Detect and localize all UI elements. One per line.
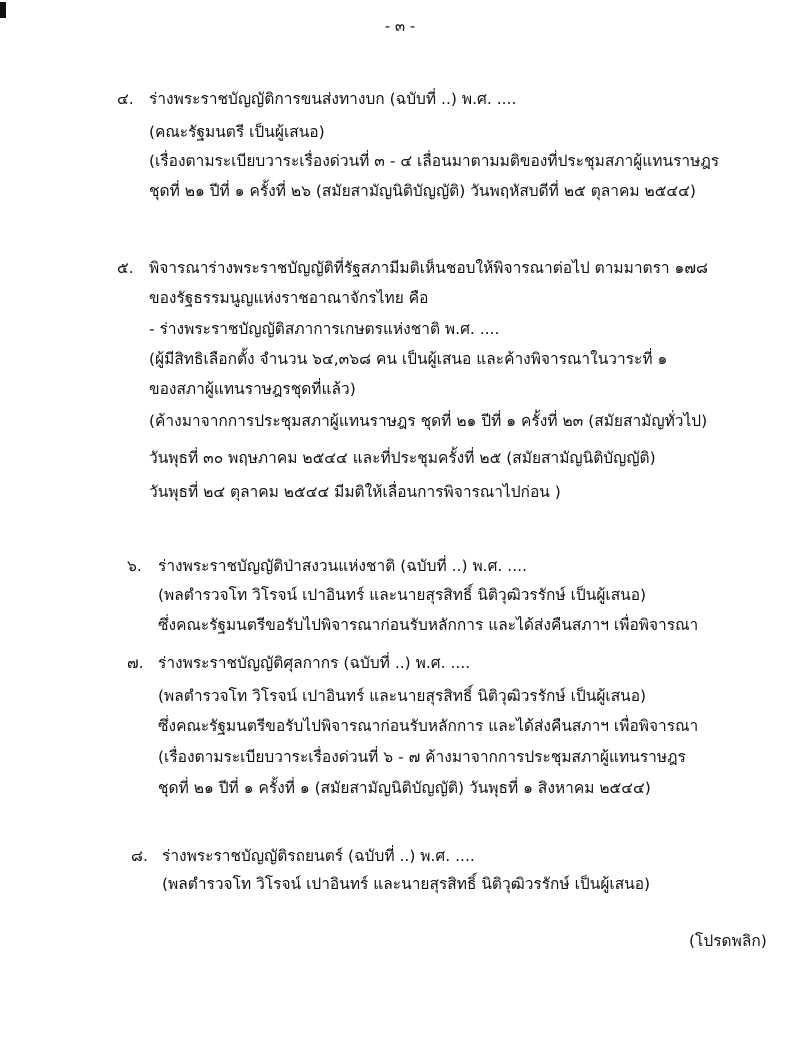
item-line: วันพุธที่ ๒๔ ตุลาคม ๒๕๔๔ มีมติให้เลื่อนการพิจารณาไปก่อน ) (149, 483, 561, 501)
item-line: - ร่างพระราชบัญญัติสภาการเกษตรแห่งชาติ พ.ศ. .... (149, 320, 500, 338)
item-line: ร่างพระราชบัญญัติรถยนตร์ (ฉบับที่ ..) พ.ศ. .... (162, 847, 475, 865)
item-line: (พลตำรวจโท วิโรจน์ เปาอินทร์ และนายสุรสิทธิ์ นิติวุฒิวรรักษ์ เป็นผู้เสนอ) (162, 875, 651, 893)
item-line: ชุดที่ ๒๑ ปีที่ ๑ ครั้งที่ ๑ (สมัยสามัญนิติบัญญัติ) วันพุธที่ ๑ สิงหาคม ๒๕๔๔) (158, 779, 651, 797)
item-line: ร่างพระราชบัญญัติการขนส่งทางบก (ฉบับที่ ..) พ.ศ. .... (149, 90, 517, 108)
please-turn-over-note: (โปรดพลิก) (689, 932, 767, 950)
item-line: ชุดที่ ๒๑ ปีที่ ๑ ครั้งที่ ๒๖ (สมัยสามัญนิติบัญญัติ) วันพฤหัสบดีที่ ๒๕ ตุลาคม ๒๕๔๔) (149, 182, 696, 200)
item-number: ๕. (117, 259, 134, 277)
item-line: (ค้างมาจากการประชุมสภาผู้แทนราษฎร ชุดที่ ๒๑ ปีที่ ๑ ครั้งที่ ๒๓ (สมัยสามัญทั่วไป) (149, 412, 708, 430)
item-number: ๘. (131, 847, 148, 865)
item-number: ๖. (127, 557, 142, 575)
page-number: - ๓ - (384, 17, 416, 35)
item-line: (เรื่องตามระเบียบวาระเรื่องด่วนที่ ๖ - ๗ ค้างมาจากการประชุมสภาผู้แทนราษฎร (158, 748, 686, 766)
item-line: (พลตำรวจโท วิโรจน์ เปาอินทร์ และนายสุรสิทธิ์ นิติวุฒิวรรักษ์ เป็นผู้เสนอ) (158, 687, 647, 705)
item-line: ของรัฐธรรมนูญแห่งราชอาณาจักรไทย คือ (149, 289, 429, 307)
item-line: (ผู้มีสิทธิเลือกตั้ง จำนวน ๖๔,๓๖๘ คน เป็นผู้เสนอ และค้างพิจารณาในวาระที่ ๑ (149, 350, 668, 368)
item-line: ร่างพระราชบัญญัติศุลกากร (ฉบับที่ ..) พ.ศ. .... (158, 654, 471, 672)
item-line: (พลตำรวจโท วิโรจน์ เปาอินทร์ และนายสุรสิทธิ์ นิติวุฒิวรรักษ์ เป็นผู้เสนอ) (158, 586, 647, 604)
item-line: วันพุธที่ ๓๐ พฤษภาคม ๒๕๔๔ และที่ประชุมครั้งที่ ๒๕ (สมัยสามัญนิติบัญญัติ) (149, 449, 656, 467)
item-number: ๗. (127, 654, 144, 672)
item-line: ร่างพระราชบัญญัติป่าสงวนแห่งชาติ (ฉบับที่ ..) พ.ศ. .... (158, 557, 527, 575)
item-line: ซึ่งคณะรัฐมนตรีขอรับไปพิจารณาก่อนรับหลักการ และได้ส่งคืนสภาฯ เพื่อพิจารณา (158, 616, 699, 634)
item-line: (เรื่องตามระเบียบวาระเรื่องด่วนที่ ๓ - ๔ เลื่อนมาตามมติของที่ประชุมสภาผู้แทนราษฎร (149, 152, 720, 170)
item-line: ของสภาผู้แทนราษฎรชุดที่แล้ว) (149, 380, 356, 398)
item-number: ๔. (117, 90, 134, 108)
item-line: (คณะรัฐมนตรี เป็นผู้เสนอ) (149, 123, 325, 141)
item-line: พิจารณาร่างพระราชบัญญัติที่รัฐสภามีมติเห็นชอบให้พิจารณาต่อไป ตามมาตรา ๑๗๘ (149, 259, 709, 277)
item-line: ซึ่งคณะรัฐมนตรีขอรับไปพิจารณาก่อนรับหลักการ และได้ส่งคืนสภาฯ เพื่อพิจารณา (158, 717, 699, 735)
